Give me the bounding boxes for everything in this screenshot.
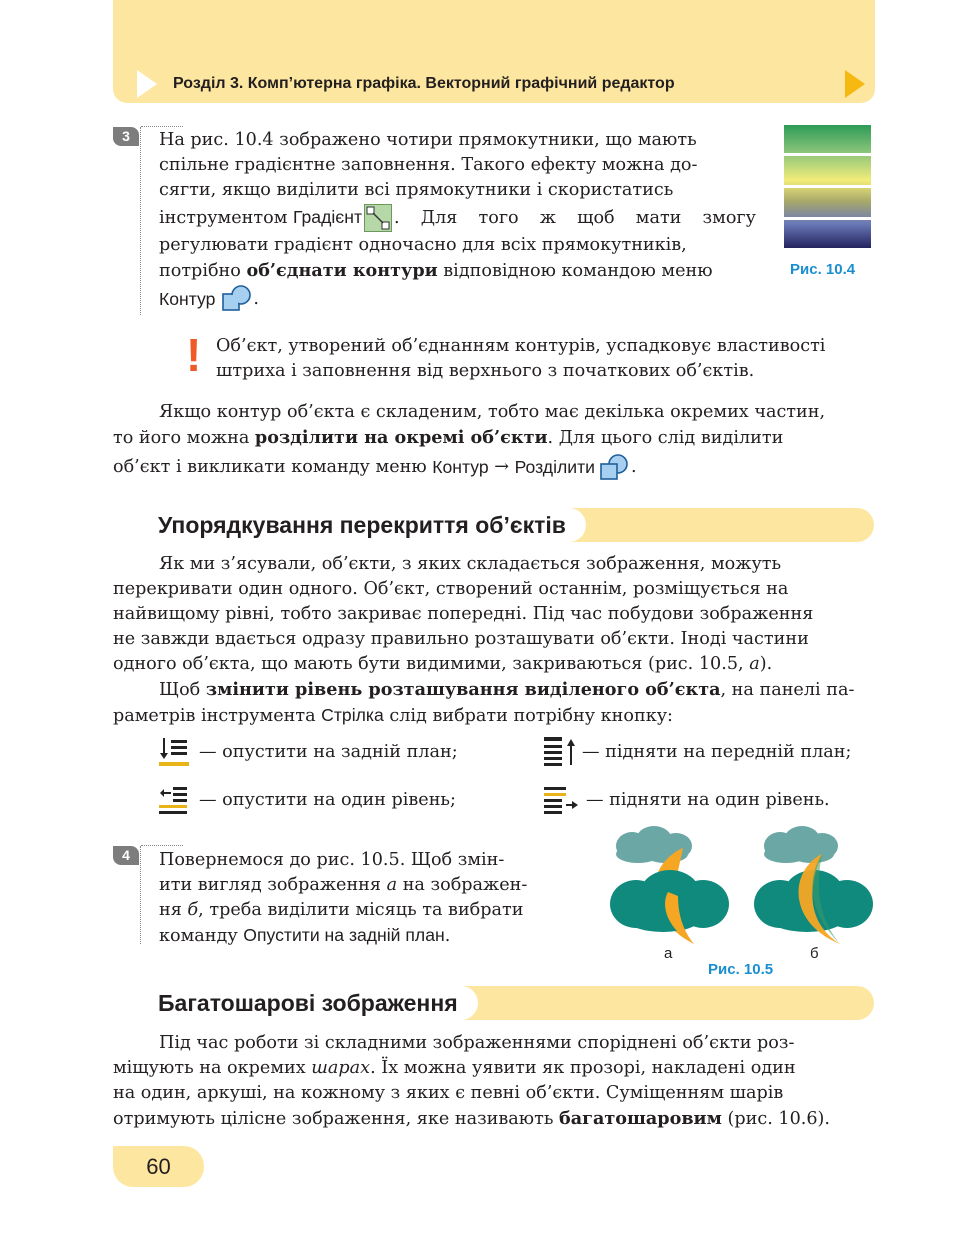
gradient-tool-icon [364,204,392,232]
menu-name-contour: Контур [159,288,216,309]
header-left-triangle-icon [137,70,157,98]
figure-10-5-a-moon-behind-clouds [608,826,730,946]
bring-to-front-icon [544,737,578,767]
menu-name-contour-2: Контур [432,456,489,477]
union-contours-icon [221,284,253,314]
arrow-right-icon: → [494,456,509,477]
figure-10-4-caption: Рис. 10.4 [790,261,856,278]
paragraph-ordering: Як ми з’ясували, об’єкти, з яких складається зображення, можуть перекривати один одного. Об’єкт, створений останнім, розміщується на найвищому рівні, тобто закриває попередні. Під час побудови зображення не завжди вдається одразу правильно розташувати об’єкти. Іноді частини одного об’єкта, що мають бути видимими, закриваються (рис. 10.5, а). Щоб змінити рівень розташування виділеного об’єкта, на панелі па- раметрів інструмента Стрілка слід вибрати потрібну кнопку: [113,554,855,726]
section-title-ordering: Упорядкування перекриття об’єктів [113,508,586,542]
page-number: 60 [113,1146,204,1187]
send-backward-icon [159,785,191,815]
figure-10-5-caption: Рис. 10.5 [708,961,774,978]
block4-text: Повернемося до рис. 10.5. Щоб змін- ити вигляд зображення а на зображен- ня б, треба виділити місяць та вибрати команду Опустити на задній план. [159,850,528,946]
block3-text: На рис. 10.4 зображено чотири прямокутники, що мають спільне градієнтне заповнення. Такого ефекту можна до- сягти, якщо виділити всі прямокутники і скористатись інструментом Градієнт . Для того ж щоб мати змогу регулювати градієнт одночасно для всіх прямокутників, потрібно об’єднати контури відповідною командою меню Контур . [159,128,756,314]
tool-name-gradient: Градієнт [292,207,363,227]
send-to-back-icon [159,737,191,767]
bring-forward-icon [544,785,578,815]
section-title-layers: Багатошарові зображення [113,986,478,1020]
task-badge-3: 3 [113,127,139,146]
command-name-send-to-back: Опустити на задній план [243,925,445,945]
note-text: Об’єкт, утворений об’єднанням контурів, успадковує властивості штриха і заповнення від верхнього з початкових об’єктів. [216,336,826,381]
split-contour-icon [599,452,631,482]
badge-dotted-top [141,126,183,127]
button-desc-bring-forward: — підняти на один рівень. [586,790,830,810]
figure-10-5-b-moon-in-front [752,826,874,946]
block4-dotted-line [140,846,141,944]
exclamation-icon: ! [186,329,202,381]
figure-10-4-gradient-rectangles [784,125,871,248]
badge4-dotted-top [141,845,183,846]
button-desc-bring-to-front: — підняти на передній план; [582,742,852,762]
button-desc-send-to-back: — опустити на задній план; [199,742,458,762]
chapter-title: Розділ 3. Комп’ютерна графіка. Векторний графічний редактор [173,75,675,92]
task-badge-4: 4 [113,846,139,865]
paragraph-layers: Під час роботи зі складними зображеннями споріднені об’єкти роз- міщують на окремих шарах. Їх можна уявити як прозорі, накладені один на один, аркуші, на кожному з яких є певні об’єкти. Суміщенням шарів отримують цілісне зображення, яке називають багатошаровим (рис. 10.6). [113,1033,831,1129]
header-right-triangle-icon [845,70,865,98]
command-name-split: Розділити [514,456,595,477]
figure-label-b: б [810,945,819,962]
tool-name-arrow: Стрілка [321,705,384,725]
paragraph-split-contour: Якщо контур об’єкта є складеним, тобто має декілька окремих частин, то його можна розділити на окремі об’єкти. Для цього слід виділити об’єкт і викликати команду меню Контур → Розділити . [113,400,874,483]
figure-label-a: а [664,945,673,962]
block3-dotted-line [140,127,141,315]
button-desc-send-backward: — опустити на один рівень; [199,790,456,810]
